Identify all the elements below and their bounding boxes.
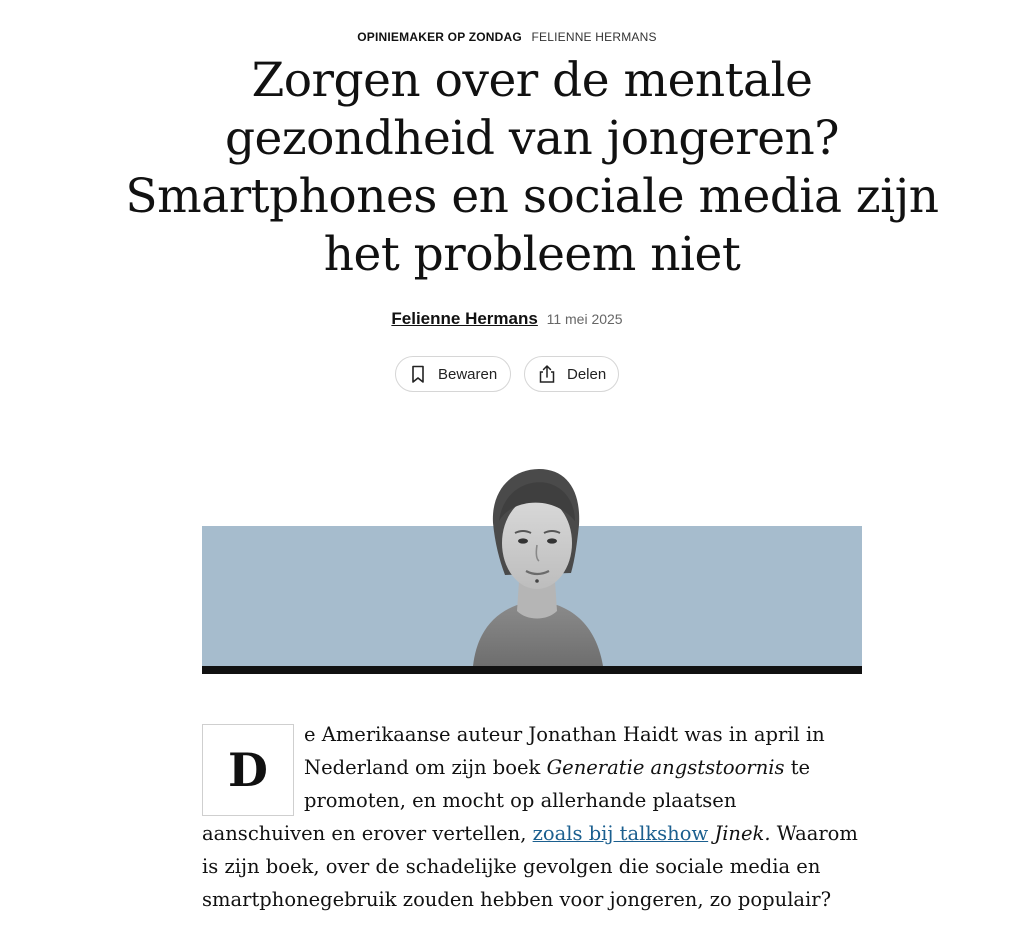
book-title: Generatie angststoornis xyxy=(546,756,785,779)
page-title: Zorgen over de mentale gezondheid van jongeren? Smartphones en sociale media zijn het probleem niet xyxy=(125,53,939,282)
hero-image xyxy=(202,463,862,674)
article-actions xyxy=(0,356,1014,392)
kicker xyxy=(0,30,1014,44)
section-label[interactable]: OPINIEMAKER OP ZONDAG xyxy=(357,30,522,44)
talkshow-link[interactable]: zoals bij talkshow xyxy=(532,822,709,845)
paragraph-text-2: te promoten, en mocht op allerhande plaatsen aanschuiven en erover vertellen, xyxy=(202,756,811,845)
share-label: Delen xyxy=(567,365,607,383)
byline xyxy=(0,309,1014,329)
kicker-author[interactable]: FELIENNE HERMANS xyxy=(531,30,657,44)
share-button[interactable] xyxy=(524,356,619,392)
hero-bottom-bar xyxy=(202,666,862,674)
publish-date: 11 mei 2025 xyxy=(546,311,623,327)
show-name: Jinek. xyxy=(714,822,771,845)
article-paragraph xyxy=(202,718,862,916)
paragraph-text-1: e Amerikaanse auteur Jonathan Haidt was in april in Nederland om zijn boek xyxy=(304,723,825,779)
paragraph-text-3: Waarom is zijn boek, over de schadelijke gevolgen die sociale media en smartphonegebruik zouden hebben voor jongeren, zo populair? xyxy=(202,822,858,911)
article-body xyxy=(202,718,862,916)
save-label: Bewaren xyxy=(438,365,498,383)
author-portrait xyxy=(467,463,607,666)
bookmark-icon xyxy=(408,364,428,384)
save-button[interactable] xyxy=(395,356,511,392)
author-link[interactable]: Felienne Hermans xyxy=(391,309,538,328)
share-icon xyxy=(537,364,557,384)
dropcap: D xyxy=(202,724,294,816)
